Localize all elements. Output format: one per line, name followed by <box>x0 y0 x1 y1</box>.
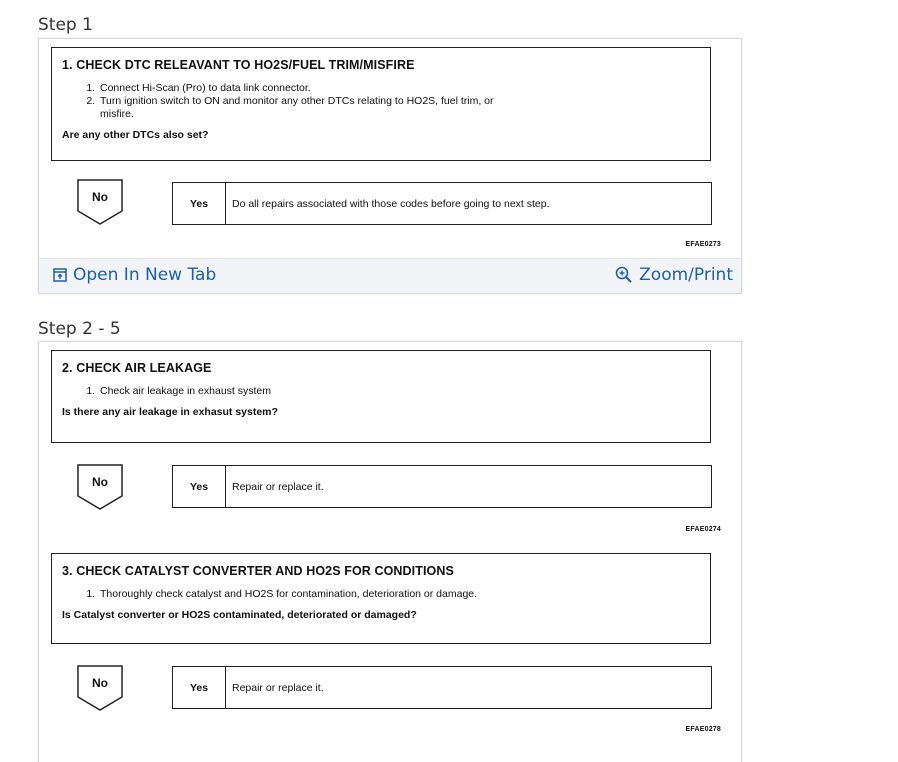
card-footer <box>39 258 741 293</box>
figure-code: EFAE0274 <box>685 526 721 533</box>
check-steps <box>62 385 700 398</box>
yes-label: Yes <box>173 667 226 708</box>
zoom-print-label: Zoom/Print <box>639 265 733 285</box>
no-badge <box>77 179 123 225</box>
yes-label: Yes <box>173 183 226 224</box>
check-title: 1. CHECK DTC RELEAVANT TO HO2S/FUEL TRIM/MISFIRE <box>62 58 415 72</box>
zoom-print-link[interactable] <box>615 265 733 285</box>
open-in-new-tab-label: Open In New Tab <box>73 265 217 285</box>
check-step: 1. Check air leakage in exhaust system <box>98 385 700 398</box>
check-step: 1. Thoroughly check catalyst and HO2S for contamination, deterioration or damage. <box>98 588 700 601</box>
no-badge <box>77 464 123 510</box>
check-question: Is there any air leakage in exhasut system? <box>62 406 278 418</box>
check-steps <box>62 82 700 121</box>
check-step: 1. Connect Hi-Scan (Pro) to data link connector. <box>98 82 700 95</box>
check-steps <box>62 588 700 601</box>
check-box-2 <box>51 350 711 443</box>
step-2-5-label: Step 2 - 5 <box>38 319 121 339</box>
no-badge <box>77 665 123 711</box>
open-in-new-tab-icon <box>53 268 67 282</box>
check-title: 3. CHECK CATALYST CONVERTER AND HO2S FOR CONDITIONS <box>62 564 454 578</box>
yes-label: Yes <box>173 466 226 507</box>
yes-box <box>172 182 712 225</box>
yes-box <box>172 666 712 709</box>
no-label: No <box>92 475 108 489</box>
yes-box <box>172 465 712 508</box>
step-1-label: Step 1 <box>38 15 93 35</box>
check-box-1 <box>51 47 711 161</box>
open-in-new-tab-link[interactable] <box>53 265 216 285</box>
step-1-card <box>38 38 742 294</box>
yes-action: Repair or replace it. <box>232 681 324 694</box>
yes-action: Do all repairs associated with those codes before going to next step. <box>232 197 550 210</box>
check-step: 2. Turn ignition switch to ON and monitor any other DTCs relating to HO2S, fuel trim, or misfire. <box>98 95 500 121</box>
check-title: 2. CHECK AIR LEAKAGE <box>62 361 212 375</box>
figure-code: EFAE0273 <box>685 241 721 248</box>
step-2-5-card <box>38 341 742 762</box>
check-question: Are any other DTCs also set? <box>62 129 209 141</box>
figure-code: EFAE0278 <box>685 726 721 733</box>
no-label: No <box>92 190 108 204</box>
check-question: Is Catalyst converter or HO2S contaminated, deteriorated or damaged? <box>62 609 417 621</box>
check-box-3 <box>51 553 711 644</box>
yes-action: Repair or replace it. <box>232 480 324 493</box>
zoom-in-icon <box>615 266 633 284</box>
no-label: No <box>92 676 108 690</box>
